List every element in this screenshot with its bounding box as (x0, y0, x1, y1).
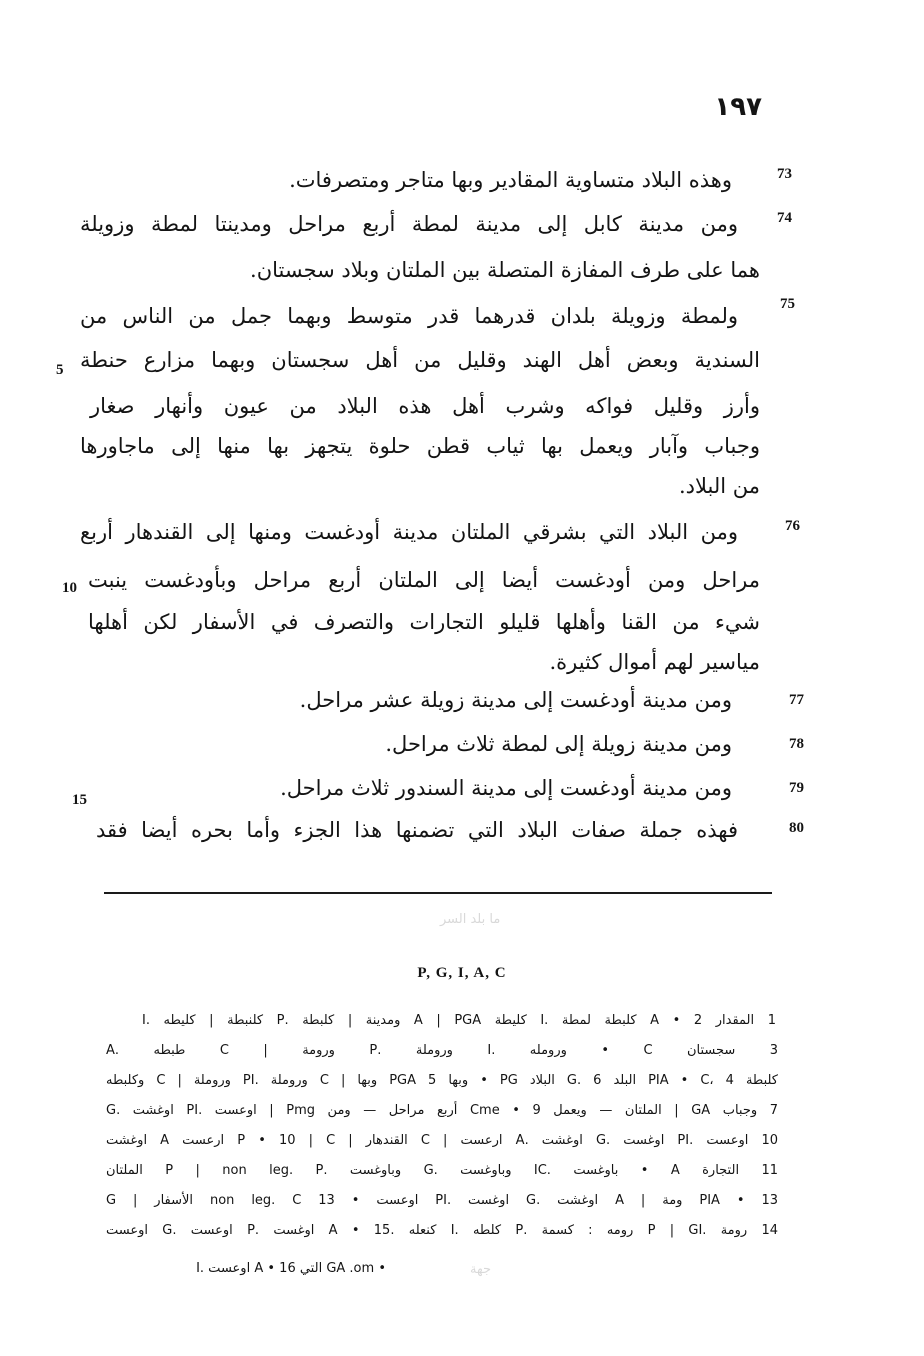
paragraph-number: 77 (789, 692, 804, 708)
apparatus-line: PIA • 13 ومة | A اوغشت .G اوغست .PI اوعست • 13 non leg. C الأسفار | G (106, 1193, 778, 1208)
text-line: هما على طرف المفازة المتصلة بين الملتان وبلاد سجستان. (250, 258, 760, 282)
paragraph-number: 79 (789, 780, 804, 796)
text-line: ومن البلاد التي بشرقي الملتان مدينة أودغست ومنها إلى القندهار أربع (80, 520, 738, 544)
paragraph-number: 73 (777, 166, 792, 182)
show-through-text: جهة (470, 1262, 491, 1277)
line-number: 5 (56, 362, 64, 378)
text-line: السندية وبعض أهل الهند وقليل من أهل سجستان وبهما مزارع حنطة (80, 348, 760, 372)
text-line: فهذه جملة صفات البلاد التي تضمنها هذا الجزء وأما بحره أيضا فقد (96, 818, 738, 842)
line-number: 10 (62, 580, 77, 596)
apparatus-line: 10 اوعست .PI اوغست .G اوغشت .A ارعست | C القندهار | P • 10 | C ارعست A اوغشت (106, 1133, 778, 1148)
apparatus-line: 11 التجارة A • باوغست .IC وباوغست .G وباوغست .P | non leg. P الملتان (106, 1163, 779, 1178)
apparatus-line: كلبطة 4 ،PIA • C البلد 6 .G البلاد PG • وبها 5 PGA وبها | C وروملة .PI وروملة | C وكلبطه (106, 1073, 778, 1088)
text-line: من البلاد. (678, 474, 760, 498)
line-number: 15 (72, 792, 87, 808)
apparatus-line: 7 وجباب GA | الملتان — ويعمل Cme • 9 أربع مراحل — ومن Pmg | اوعست .PI اوغشت .G (106, 1103, 779, 1118)
text-line: شيء من القنا وأهلها قليلو التجارات والتصرف في الأسفار لكن أهلها (88, 610, 760, 634)
page-number: ١٩٧ (714, 92, 762, 122)
apparatus-line: 1 المقدار A • 2 كلبطة لمطة .I كليطة A | PGA ومدينة | كلبطة .P كلنبطة | كليطه .I (142, 1013, 776, 1028)
text-line: وهذه البلاد متساوية المقادير وبها متاجر ومتصرفات. (289, 168, 732, 192)
text-line: مراحل ومن أودغست أيضا إلى الملتان أربع مراحل وبأودغست ينبت (88, 568, 760, 592)
apparatus-line: • GA .om التي 16 • A اوعست .I (196, 1261, 386, 1276)
show-through-text: ما بلد السر (440, 912, 501, 927)
paragraph-number: 75 (780, 296, 795, 312)
text-line: ومن مدينة زويلة إلى لمطة ثلاث مراحل. (385, 732, 732, 756)
paragraph-number: 74 (777, 210, 792, 226)
text-line: ومن مدينة أودغست إلى مدينة السندور ثلاث مراحل. (280, 776, 732, 800)
text-line: ومن مدينة كابل إلى مدينة لمطة أربع مراحل ومدينتا لمطة وزويلة (80, 212, 738, 236)
paragraph-number: 76 (785, 518, 800, 534)
text-line: مياسير لهم أموال كثيرة. (549, 650, 760, 674)
paragraph-number: 78 (789, 736, 804, 752)
text-line: ومن مدينة أودغست إلى مدينة زويلة عشر مراحل. (299, 688, 732, 712)
paragraph-number: 80 (789, 820, 804, 836)
footnote-divider (104, 892, 772, 894)
apparatus-line: 3 سجستان C • ورومله .I وروملة .P ورومة | C طبطه .A (106, 1043, 779, 1058)
apparatus-line: 14 رومة .P | GI رومه : كسمة .P كلطه .I كنعله .A • 15 اوغست .P اوعست .G اوعست (106, 1223, 779, 1238)
text-line: وأرز وقليل فواكه وشرب أهل هذه البلاد من عيون وأنهار صغار (90, 394, 760, 418)
text-line: وجباب وآبار ويعمل بها ثياب قطن حلوة يتجهز بها منها إلى ماجاورها (80, 434, 760, 458)
apparatus-sigla: P, G, I, A, C (417, 965, 507, 981)
text-line: ولمطة وزويلة بلدان قدرهما قدر متوسط وبهما جمل من الناس من (80, 304, 738, 328)
